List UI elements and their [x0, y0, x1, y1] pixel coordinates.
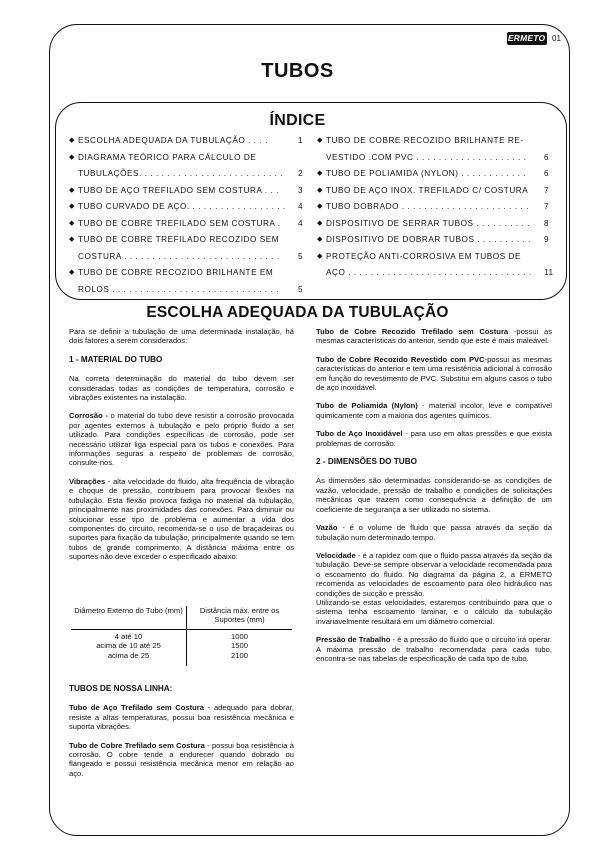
index-entry-label: PROTEÇÃO ANTI-CORROSIVA EM TUBOS DE — [326, 251, 522, 261]
index-entry — [317, 235, 531, 245]
cobre-pvc-text: -possui as mesmas características do anterior e tem uma resistência adicional à corrosão em função do revestimento de PVC. Substitui em alguns casos o tubo de aço inoxidável. — [316, 354, 552, 393]
dimensoes-paragraph: As dimensões são determinadas considerando-se as condições de vazão, velocidade, pressão de trabalho e condições de solicitações mecânicas que trazem como consequência a definição de um coeficiente de segurança a ser utilizado no sistema. — [316, 476, 552, 514]
bullet-icon: ◆ — [317, 137, 323, 144]
index-entry-label: COSTURA . . . . . . . . . . . . . . . . . . . . . . . . . . . . — [78, 251, 280, 261]
index-entry-page: 2 — [298, 169, 304, 178]
inox-paragraph — [316, 429, 552, 448]
index-title: ÍNDICE — [269, 112, 326, 129]
bullet-icon: ◆ — [317, 252, 323, 260]
index-entry-label: VESTIDO .COM PVC . . . . . . . . . . . . . . . . . . . . — [326, 152, 527, 162]
tubo-cobre-text: - possui boa resistência à corrosão. O cobre tende a endurecer quando dobrado ou flangeado e possui resistência mecânica menor em relação ao aço. — [69, 740, 294, 778]
index-entry — [69, 202, 286, 212]
tubo-aco-paragraph — [69, 703, 294, 731]
cobre-pvc-paragraph — [316, 355, 552, 393]
index-entry-label: ROLOS . . . . . . . . . . . . . . . . . . . . . . . . . . . . . . — [78, 284, 279, 294]
bullet-icon: ◆ — [317, 219, 323, 227]
intro-paragraph: Para se definir a tubulação de uma determinada instalação, há dois fatores a serem considerados: — [69, 327, 294, 346]
index-entry-page: 3 — [298, 185, 304, 195]
table-cell: acima de 25 — [107, 650, 150, 660]
index-entry — [317, 169, 527, 179]
index-entry-page: 7 — [544, 185, 550, 195]
velocidade-label: Velocidade — [316, 550, 356, 560]
index-entry — [78, 169, 283, 179]
bullet-icon: ◆ — [69, 186, 75, 194]
bullet-icon: ◆ — [69, 153, 75, 161]
cobre-recozido-paragraph — [316, 327, 552, 346]
cobre-recozido-label: Tubo de Cobre Recozido Trefilado sem Costura — [316, 327, 509, 336]
support-distance-table — [71, 606, 292, 672]
index-entry-page: 5 — [298, 284, 304, 294]
index-entry — [69, 218, 281, 229]
bullet-icon: ◆ — [69, 219, 75, 227]
vazao-text: - é o volume de fluido que passa através da seção da tubulação num determinado tempo. — [316, 523, 552, 542]
poliamida-paragraph — [316, 401, 552, 420]
index-entry — [317, 218, 531, 229]
index-entry — [317, 202, 529, 212]
tubo-cobre-paragraph — [69, 741, 294, 779]
tubo-aco-label: Tubo de Aço Trefilado sem Costura — [69, 703, 204, 713]
page-title: TUBOS — [261, 60, 334, 82]
poliamida-label: Tubo de Poliamida (Nylon) — [316, 401, 418, 411]
bullet-icon: ◆ — [317, 236, 323, 243]
index-entry — [78, 285, 279, 295]
velocidade-text: - é a rapidez com que o fluido passa através da seção da tubulação. Deve-se sempre observar a velocidade recomendada para o escoamento do fluido. No diagrama da página 2, a ERMETO recomenda as velocidades de escoamento para óleo hidráulico nas condições de sucção e pressão. — [316, 550, 552, 598]
index-entry-page: 1 — [298, 136, 304, 145]
index-entry-label: TUBO DE COBRE TREFILADO SEM COSTURA . — [78, 218, 281, 228]
pressao-label: Pressão de Trabalho — [316, 635, 391, 645]
bullet-icon: ◆ — [317, 170, 323, 177]
index-entry — [69, 235, 280, 245]
heading-nossa-linha: TUBOS DE NOSSA LINHA: — [69, 684, 173, 693]
index-entry-label: TUBO DOBRADO . . . . . . . . . . . . . . . . . . . . . . . — [326, 202, 529, 211]
index-entry — [317, 185, 529, 196]
index-entry-page: 9 — [544, 235, 550, 244]
index-entry — [69, 152, 257, 163]
inox-label: Tubo de Aço Inoxidável — [316, 429, 403, 439]
velocidade-paragraph-2: Utilizando-se estas velocidades, estaremos contribuindo para que o sistema tenha escoamento laminar, e o cálculo da tubulação invariavelmente resultará em um diâmetro comercial. — [316, 597, 552, 626]
bullet-icon: ◆ — [317, 186, 323, 194]
table-cell: 1500 — [231, 641, 248, 651]
index-entry — [69, 185, 279, 196]
pressao-paragraph — [316, 635, 552, 663]
index-entry — [326, 268, 532, 278]
bullet-icon: ◆ — [69, 203, 75, 210]
bullet-icon: ◆ — [317, 203, 323, 210]
ermeto-logo: ERMETO — [507, 33, 547, 43]
table-col-distance — [187, 632, 292, 660]
corrosao-text: o material do tubo deve resistir a corrosão provocada por agentes externos à tubulação e pelo próprio fluido a ser utilizado. Para condições específicas de corrosão, pode ser necessário utilizar liga especial para os tubos e conexões. Para informações seguras a respeito de problemas de corrosão, consulte-nos. — [69, 411, 294, 468]
index-entry-label: TUBO DE POLIAMIDA (NYLON) . . . . . . . . . . . . — [326, 169, 527, 178]
index-entry-page: 4 — [298, 202, 304, 211]
heading-material: 1 - MATERIAL DO TUBO — [69, 354, 163, 364]
poliamida-text: - material incolor, leve e compatível quimicamente com a maioria dos agentes químicos. — [316, 401, 552, 420]
left-column-bottom — [69, 684, 294, 787]
table-header-distance: Distância máx. entre os Suportes (mm) — [199, 606, 280, 625]
index-entry-page: 7 — [544, 202, 550, 211]
left-column-top — [69, 327, 294, 571]
table-col-diameter — [71, 632, 186, 660]
vibracoes-text: - alta velocidade do fluido, alta frequência de vibração e choque de pressão, contribuem para provocar flexões na tubulação. Esta flexão provoca fadiga no material da tubulação, principalmente nas proximidades das conexões. Para diminuir ou solucionar esse tipo de problema e aumentar a vida dos componentes do circuito, recomenda-se o uso de braçadeiras ou suportes para fixação da tubulação, principalmente quando se tem tubos de grande comprimento. A distância máxima entre os suportes não deve exceder o especificado abaixo: — [69, 476, 294, 562]
table-cell: 1000 — [231, 632, 248, 641]
index-entry-label: DIAGRAMA TEÓRICO PARA CÁLCULO DE — [78, 152, 257, 162]
page-number: 01 — [552, 34, 561, 43]
table-header-diameter: Diâmetro Externo do Tubo (mm) — [74, 606, 183, 615]
tubo-aco-text: - adequado para dobrar, resiste a altas temperaturas, possui boa resistência mecânica e suporta vibrações. — [69, 703, 294, 732]
index-entry-page: 6 — [544, 169, 550, 178]
table-cell: 4 até 10 — [114, 632, 143, 641]
index-entry-label: TUBO DE AÇO TREFILADO SEM COSTURA . . . — [78, 185, 279, 195]
index-entry-page: 6 — [544, 152, 550, 162]
section-title: ESCOLHA ADEQUADA DA TUBULAÇÃO — [146, 304, 449, 321]
index-entry-page: 5 — [298, 251, 304, 261]
heading-dimensoes: 2 - DIMENSÕES DO TUBO — [316, 457, 417, 467]
index-entry-page: 4 — [298, 218, 304, 228]
inox-text: - para uso em altas pressões e que exista problemas de corrosão. — [316, 429, 552, 448]
index-entry-page: 8 — [544, 218, 550, 228]
index-entry-label: TUBO CURVADO DE AÇO. . . . . . . . . . . . . . . . . . — [78, 202, 286, 211]
index-entry — [317, 251, 522, 262]
material-paragraph: Na correta determinação do material do tubo devem ser consideradas todas as condições de temperatura, corrosão e vibrações existentes na instalação. — [69, 374, 294, 403]
index-entry-page: 11 — [544, 268, 554, 277]
corrosao-label: Corrosão - — [69, 411, 108, 421]
index-entry-label: DISPOSITIVO DE SERRAR TUBOS . . . . . . . . . . — [326, 218, 531, 228]
index-entry — [78, 252, 280, 262]
bullet-icon: ◆ — [69, 236, 75, 243]
velocidade-paragraph — [316, 551, 552, 598]
table-divider-horizontal — [71, 629, 292, 630]
tubo-cobre-label: Tubo de Cobre Trefilado sem Costura — [69, 740, 205, 750]
index-entry — [317, 136, 524, 146]
index-entry-label: DISPOSITIVO DE DOBRAR TUBOS . . . . . . . . . . — [326, 235, 531, 244]
vazao-paragraph — [316, 523, 552, 542]
bullet-icon: ◆ — [69, 137, 75, 144]
index-entry-label: TUBO DE AÇO INOX. TREFILADO C/ COSTURA — [326, 185, 529, 195]
index-entry — [69, 136, 268, 146]
index-entry — [69, 268, 274, 278]
index-entry-label: TUBULAÇÕES. . . . . . . . . . . . . . . . . . . . . . . . . . — [78, 169, 284, 178]
corrosao-paragraph — [69, 411, 294, 467]
index-entry-label: TUBO DE COBRE RECOZIDO BRILHANTE EM — [78, 268, 274, 277]
bullet-icon: ◆ — [69, 269, 75, 276]
vibracoes-label: Vibrações — [69, 476, 106, 486]
index-entry — [326, 153, 527, 163]
pressao-text: - é a pressão do fluido que o circuito irá operar. A máxima pressão de trabalho recomendada para cada tubo, encontra-se nas tabelas de especificação de cada tipo de tubo. — [316, 635, 553, 663]
vibracoes-paragraph — [69, 477, 294, 562]
vazao-label: Vazão — [316, 523, 338, 533]
index-entry-label: TUBO DE COBRE RECOZIDO BRILHANTE RE- — [326, 136, 524, 145]
index-entry-label: TUBO DE COBRE TREFILADO RECOZIDO SEM — [78, 235, 280, 244]
table-cell: acima de 10 até 25 — [96, 641, 161, 651]
cobre-pvc-label: Tubo de Cobre Recozido Revestido com PVC — [316, 354, 485, 364]
right-column — [316, 327, 552, 672]
table-cell: 2100 — [231, 650, 248, 660]
index-entry-label: AÇO . . . . . . . . . . . . . . . . . . . . . . . . . . . . . . . . . — [326, 268, 532, 277]
cobre-recozido-text: -possui as mesmas características do anterior, sendo que este é mais maleável. — [316, 327, 552, 346]
index-entry-label: ESCOLHA ADEQUADA DA TUBULAÇÃO . . . . — [78, 136, 268, 145]
